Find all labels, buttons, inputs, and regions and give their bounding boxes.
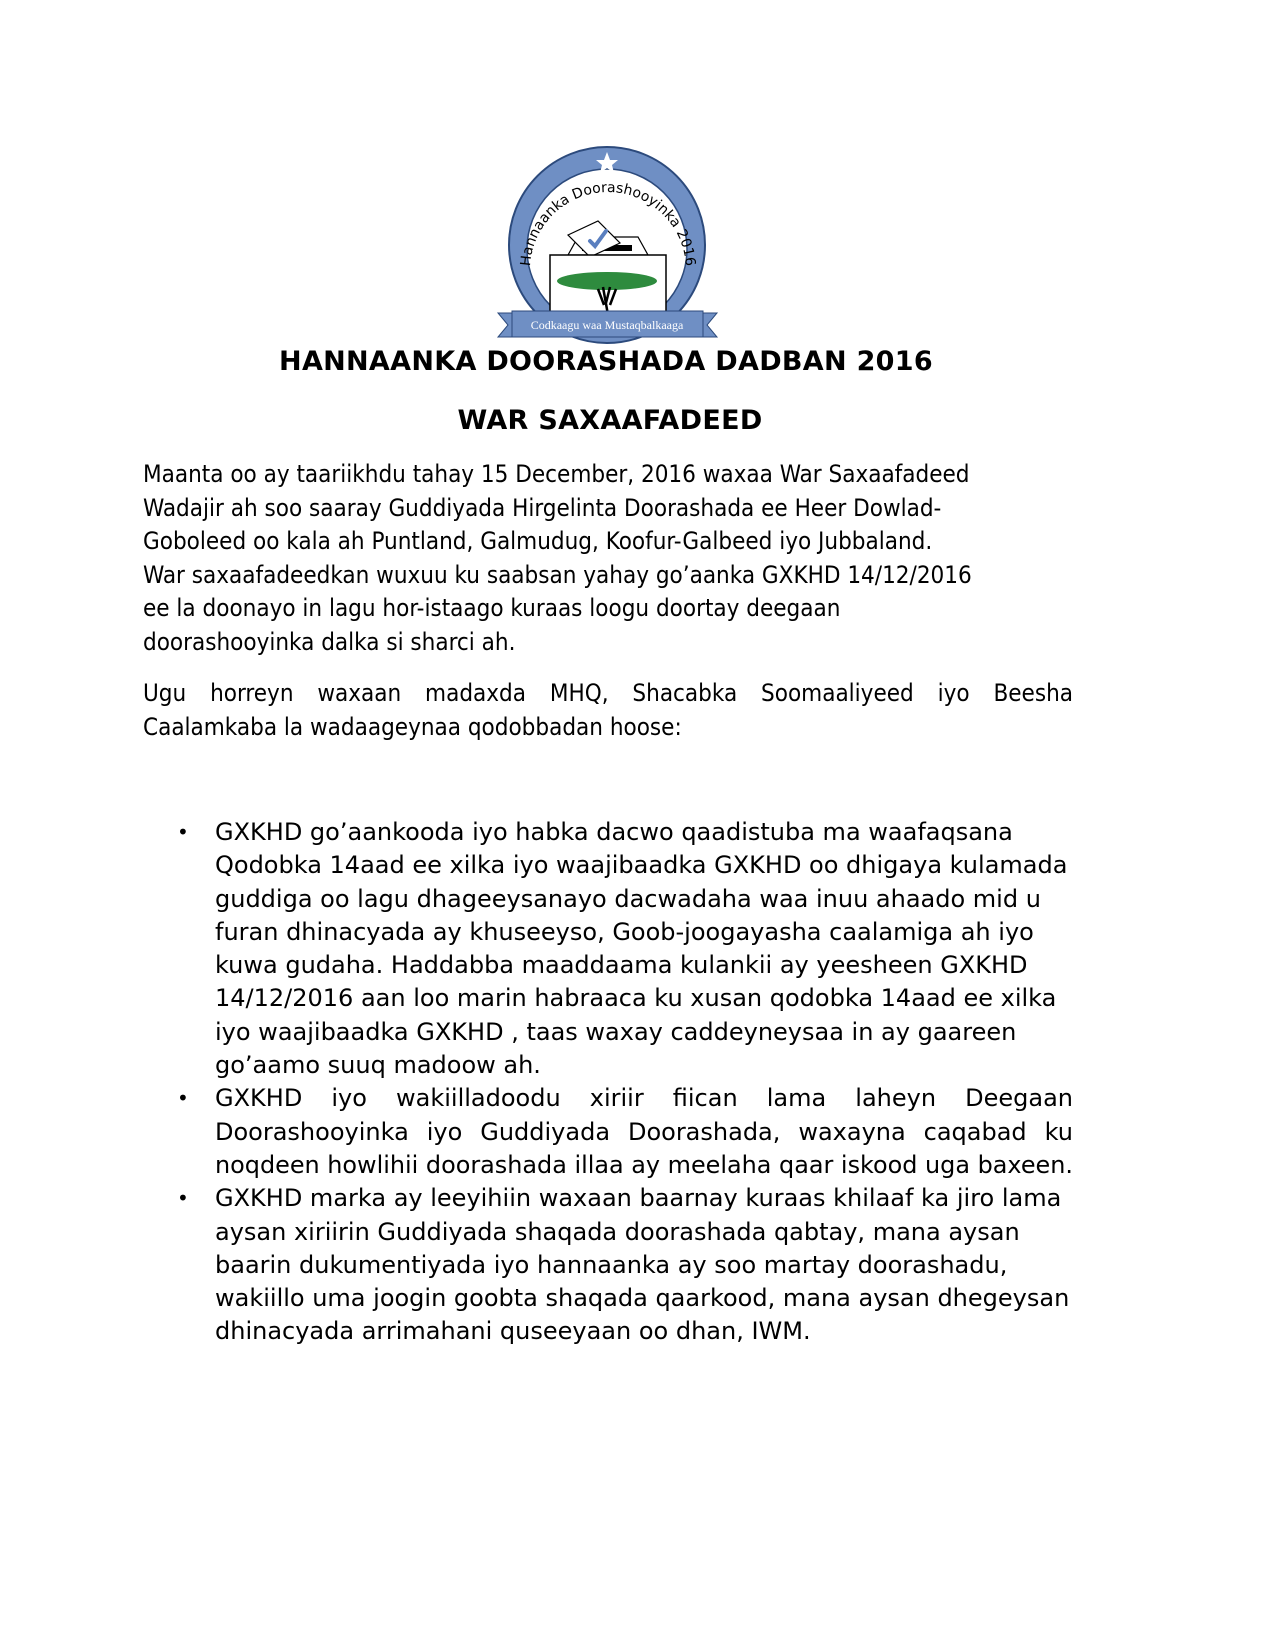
bullet-line: kuwa gudaha. Haddabba maaddaama kulankii ay yeesheen GXKHD [215, 951, 1028, 980]
intro-line: Goboleed oo kala ah Puntland, Galmudug, Koofur-Galbeed iyo Jubbaland. [143, 527, 933, 555]
bullet-line: iyo waajibaadka GXKHD , taas waxay caddeyneysaa in ay gaareen [215, 1017, 1017, 1046]
bullet-line: noqdeen howlihii doorashada illaa ay meelaha qaar iskood uga baxeen. [215, 1150, 1073, 1179]
bullet-line: go’aamo suuq madoow ah. [215, 1051, 541, 1080]
intro-line: War saxaafadeedkan wuxuu ku saabsan yahay go’aanka GXKHD 14/12/2016 [143, 560, 972, 589]
logo-banner [498, 311, 717, 337]
lead-paragraph [143, 677, 1073, 744]
bullet-line: furan dhinacyada ay khuseeyso, Goob-joogayasha caalamiga ah iyo [215, 917, 1034, 946]
intro-line: Wadajir ah soo saaray Guddiyada Hirgelinta Doorashada ee Heer Dowlad- [143, 493, 942, 522]
bullet-line: GXKHD iyo wakiilladoodu xiriir fiican lama laheyn Deegaan [215, 1084, 1073, 1113]
bullet-line: 14/12/2016 aan loo marin habraaca ku xusan qodobka 14aad ee xilka [215, 984, 1057, 1013]
bullet-icon: • [177, 820, 189, 844]
lead-line: Caalamkaba la wadaageynaa qodobbadan hoose: [143, 712, 682, 741]
bullet-line: dhinacyada arrimahani quseeyaan oo dhan, IWM. [215, 1317, 811, 1346]
logo-graphic [490, 145, 725, 345]
list-item [143, 1082, 1073, 1182]
intro-line: ee la doonayo in lagu hor-istaago kuraas loogu doortay deegaan [143, 594, 841, 622]
points-list [143, 816, 1073, 1349]
document-title: HANNAANKA DOORASHADA DADBAN 2016 [279, 346, 933, 377]
document-subtitle: WAR SAXAAFADEED [457, 405, 763, 436]
bullet-line: aysan xiriirin Guddiyada shaqada doorashada qabtay, mana aysan [215, 1217, 1020, 1246]
bullet-line: wakiillo uma joogin goobta shaqada qaarkood, mana aysan dhegeysan [215, 1284, 1070, 1313]
list-item [143, 1182, 1073, 1348]
election-logo [490, 145, 725, 345]
logo-arc-text: Hannaanka Doorashooyinka 2016 [517, 179, 698, 267]
bullet-icon: • [177, 1186, 189, 1211]
intro-line: doorashooyinka dalka si sharci ah. [143, 627, 516, 656]
bullet-line: GXKHD marka ay leeyihiin waxaan baarnay kuraas khilaaf ka jiro lama [215, 1184, 1062, 1213]
intro-paragraph [143, 458, 1073, 659]
bullet-line: Doorashooyinka iyo Guddiyada Doorashada, waxayna caqabad ku [215, 1117, 1073, 1146]
bullet-line: GXKHD go’aankooda iyo habka dacwo qaadistuba ma waafaqsana [215, 818, 1013, 846]
lead-line: Ugu horreyn waxaan madaxda MHQ, Shacabka Soomaaliyeed iyo Beesha [143, 679, 1073, 707]
logo-tagline: Codkaagu waa Mustaqbalkaaga [530, 318, 684, 332]
bullet-line: baarin dukumentiyada iyo hannaanka ay soo martay doorashadu, [215, 1250, 1008, 1279]
bullet-line: guddiga oo lagu dhageeysanayo dacwadaha waa inuu ahaado mid u [215, 884, 1041, 913]
list-item [143, 816, 1073, 1082]
bullet-icon: • [177, 1086, 189, 1111]
bullet-line: Qodobka 14aad ee xilka iyo waajibaadka GXKHD oo dhigaya kulamada [215, 851, 1068, 880]
intro-line: Maanta oo ay taariikhdu tahay 15 December, 2016 waxaa War Saxaafadeed [143, 460, 970, 488]
